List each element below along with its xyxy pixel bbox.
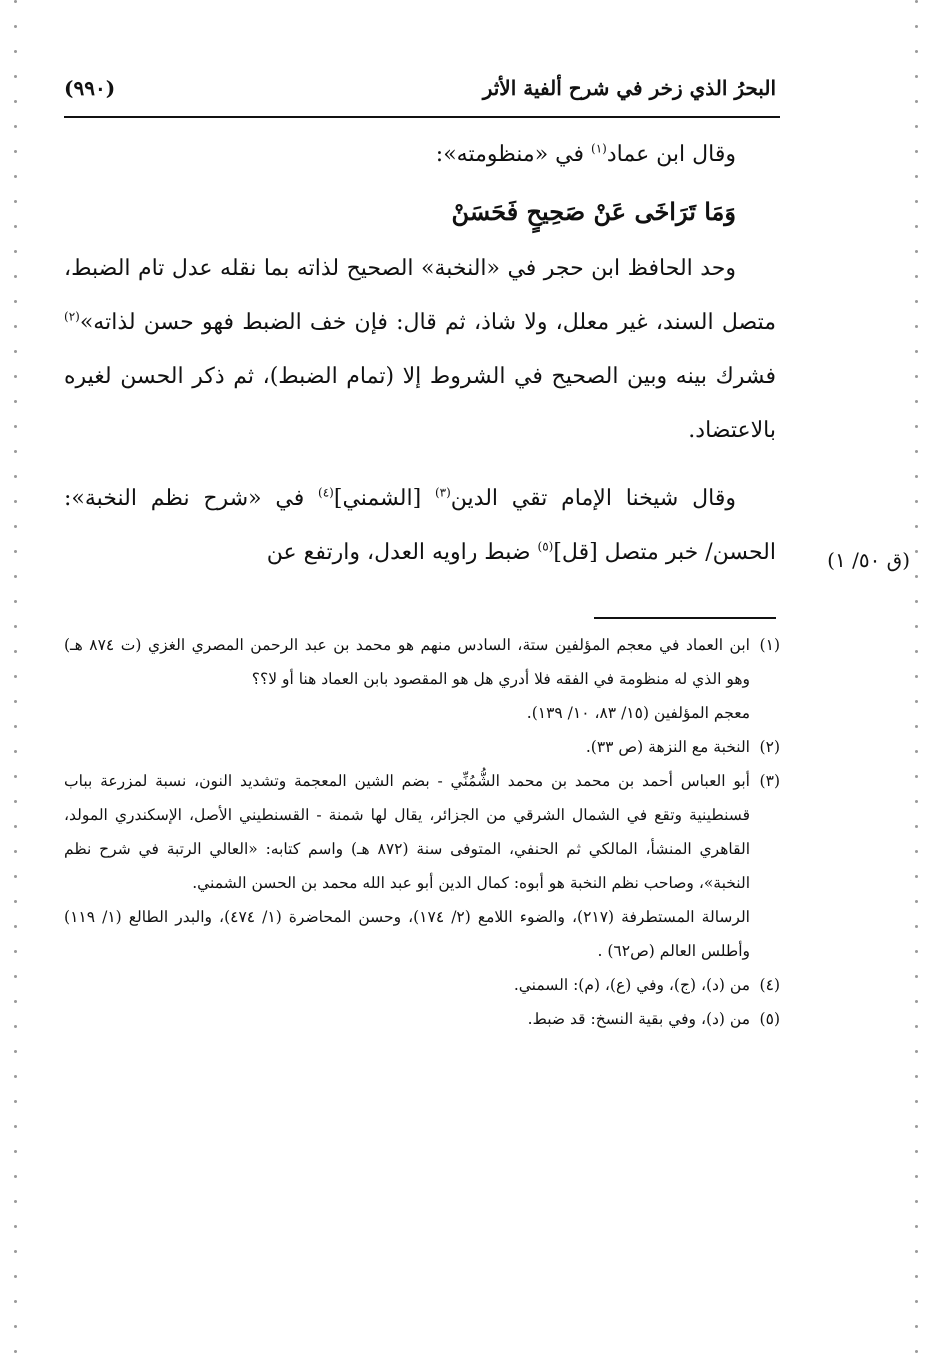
footnote [64,1002,780,1036]
footnote [64,730,780,764]
footnote-number: (٢) [759,738,780,756]
book-title: البحرُ الذي زخر في شرح ألفية الأثر [482,76,776,100]
footnote-source: معجم المؤلفين (١٥/ ٨٣، ١٠/ ١٣٩). [526,704,750,722]
verse-line: وَمَا تَرَاخَى عَنْ صَحِيحٍ فَحَسَنْ [451,197,736,226]
footnote-text: النخبة مع النزهة (ص ٣٣). [585,738,750,756]
footnote-ref-2: (٢) [64,309,80,324]
header-rule [64,116,780,118]
running-header [64,76,776,112]
footnote-ref-5: (٥) [537,539,554,554]
footnote-ref-3: (٣) [434,485,451,500]
main-text [64,128,776,580]
footnote [64,764,780,900]
footnote-number: (٣) [759,772,780,790]
footnote-text: ابن العماد في معجم المؤلفين ستة، السادس منهم هو محمد بن عبد الرحمن المصري الغزي (ت ٨٧٤ هـ) وهو الذي له منظومة في الفقه فلا أدري هل هو المقصود بابن العماد هنا أو لا؟؟ [64,636,750,688]
footnote-text: من (د)، وفي بقية النسخ: قد ضبط. [527,1010,750,1028]
scan-dotted-edge-left [14,0,18,1368]
page-number: (٩٩٠) [64,76,116,100]
footnote [64,628,780,696]
paragraph-hafiz: وحد الحافظ ابن حجر في «النخبة» الصحيح لذاته بما نقله عدل تام الضبط، متصل السند، غير معلل، ولا شاذ، ثم قال: فإن خف الضبط فهو حسن لذاته»$^{(٢)}$ فشرك بينه وبين الصحيح في الشروط إلا (تمام الضبط)، ثم ذكر الحسن لغيره بالاعتضاد. [64,256,776,443]
footnote-source: الرسالة المستطرفة (٢١٧)، والضوء اللامع (٢/ ١٧٤)، وحسن المحاضرة (١/ ٤٧٤)، والبدر الطالع (١/ ١١٩) وأطلس العالم (ص٦٢) . [64,908,750,960]
footnote-number: (١) [759,636,780,654]
intro-line: وقال ابن عماد$^{(١)}$ في «منظومته»: [435,141,736,167]
footnote [64,968,780,1002]
manuscript-folio-note: (ق ٥٠/ ١) [827,548,910,572]
scan-dotted-edge-right [915,0,919,1368]
footnote-number: (٤) [759,976,780,994]
footnotes [64,628,780,1036]
footnote-ref-1: (١) [591,141,607,156]
footnote-number: (٥) [759,1010,780,1028]
footnote-text: أبو العباس أحمد بن محمد بن محمد الشُّمُنِّي - بضم الشين المعجمة وتشديد النون، نسبة لمزرعة بباب قسنطينية وتقع في الشمال الشرقي من الجزائر، يقال لها شمنة - القسنطيني الأصل، الإسكندري المولد، القاهري المنشأ، المالكي ثم الحنفي، المتوفى سنة (٨٧٢ هـ) واسم كتابه: «العالي الرتبة في شرح نظم النخبة»، وصاحب نظم النخبة هو أبوه: كمال الدين أبو عبد الله محمد بن الحسن الشمني. [64,772,750,892]
footnote-text: من (د)، (ج)، وفي (ع)، (م): السمني. [513,976,750,994]
paragraph-shumunni: وقال شيخنا الإمام تقي الدين$^{(٣)}$ [الشمني]$^{(٤)}$ في «شرح نظم النخبة»: الحسن/ خبر متصل [قل]$^{(٥)}$ ضبط راويه العدل، وارتفع عن [64,485,776,565]
footnote-rule [594,617,776,619]
footnote-ref-4: (٤) [318,485,334,500]
